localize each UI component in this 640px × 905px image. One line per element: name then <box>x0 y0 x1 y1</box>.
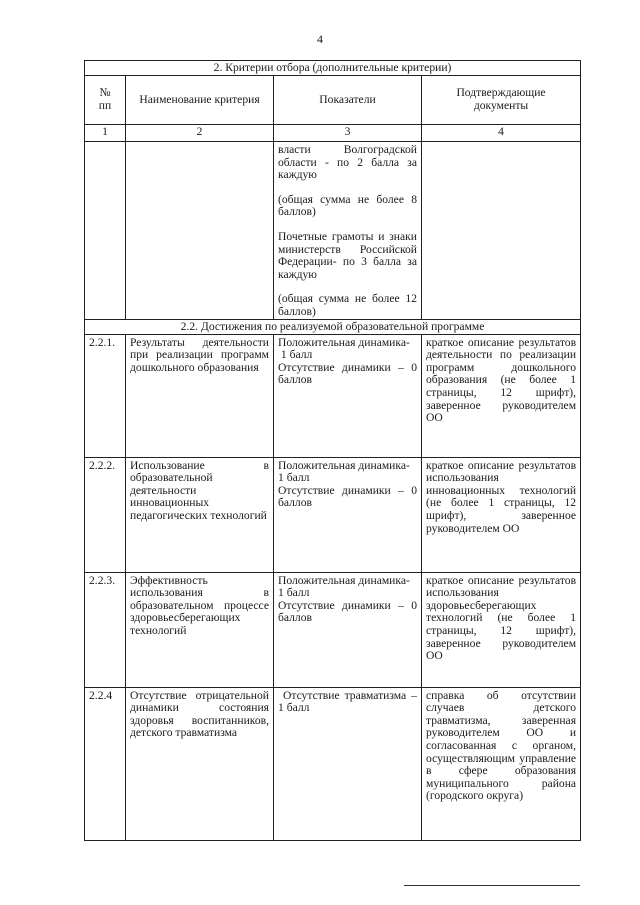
empty-cell <box>126 142 274 320</box>
table-row <box>85 457 581 572</box>
row-number: 2.2.4 <box>85 687 126 840</box>
indicator-text: (общая сумма не более 12 баллов) <box>278 292 417 318</box>
indicator-text: Почетные грамоты и знаки министерств Российской Федерации- по 3 балла за каждую <box>278 229 417 281</box>
criterion-name: Использование в образовательной деятельности инновационных педагогических технологий <box>126 457 274 572</box>
column-number: 1 <box>85 125 126 142</box>
row-number: 2.2.3. <box>85 572 126 687</box>
indicators-cell <box>274 687 422 840</box>
table-row <box>85 572 581 687</box>
table-row <box>85 334 581 457</box>
row-number: 2.2.2. <box>85 457 126 572</box>
footer-rule <box>404 885 580 886</box>
confirming-documents: краткое описание результатов деятельности по реализации программ дошкольного образования (не более 1 страницы, 12 шрифт), заверенное руководителем ОО <box>422 334 581 457</box>
header-docs: Подтверждающие документы <box>422 76 581 125</box>
confirming-documents: справка об отсутствии случаев детского травматизма, заверенная руководителем ОО и согласованная с органом, осуществляющим управление в сфере образования муниципального района (городского округа) <box>422 687 581 840</box>
indicator-text: Положительная динамика- 1 балл <box>278 573 410 600</box>
criterion-name: Отсутствие отрицательной динамики состояния здоровья воспитанников, детского травматизма <box>126 687 274 840</box>
header-indicators: Показатели <box>274 76 422 125</box>
indicators-cell <box>274 334 422 457</box>
column-number: 4 <box>422 125 581 142</box>
column-number-row <box>85 125 581 142</box>
header-num: № пп <box>85 76 126 125</box>
continuation-indicators <box>274 142 422 320</box>
page-number: 4 <box>317 32 323 46</box>
header-row <box>85 76 581 125</box>
criteria-table <box>84 60 581 841</box>
indicator-text: власти Волгоградской области - по 2 балла за каждую <box>278 143 417 182</box>
indicators-cell <box>274 457 422 572</box>
column-number: 2 <box>126 125 274 142</box>
section-title: 2. Критерии отбора (дополнительные критерии) <box>85 61 581 76</box>
indicator-text: 1 балл <box>278 348 313 362</box>
criterion-name: Эффективность использования в образовательном процессе здоровьесберегающих технологий <box>126 572 274 687</box>
indicator-text: Отсутствие динамики – 0 баллов <box>278 598 417 625</box>
header-name: Наименование критерия <box>126 76 274 125</box>
indicators-cell <box>274 572 422 687</box>
column-number: 3 <box>274 125 422 142</box>
continuation-row <box>85 142 581 320</box>
indicator-text: Положительная динамика- <box>278 335 410 349</box>
empty-cell <box>85 142 126 320</box>
indicator-text: (общая сумма не более 8 баллов) <box>278 192 417 219</box>
table-row <box>85 687 581 840</box>
row-number: 2.2.1. <box>85 334 126 457</box>
indicator-text: Положительная динамика- 1 балл <box>278 458 410 485</box>
subsection-title: 2.2. Достижения по реализуемой образовательной программе <box>85 319 581 334</box>
empty-cell <box>422 142 581 320</box>
indicator-text: Отсутствие травматизма – 1 балл <box>278 688 420 715</box>
confirming-documents: краткое описание результатов использования инновационных технологий (не более 1 страницы, 12 шрифт), заверенное руководителем ОО <box>422 457 581 572</box>
confirming-documents: краткое описание результатов использования здоровьесберегающих технологий (не более 1 страницы, 12 шрифт), заверенное руководителем ОО <box>422 572 581 687</box>
indicator-text: Отсутствие динамики – 0 баллов <box>278 483 417 510</box>
indicator-text: Отсутствие динамики – 0 баллов <box>278 360 417 387</box>
criterion-name: Результаты деятельности при реализации программ дошкольного образования <box>126 334 274 457</box>
